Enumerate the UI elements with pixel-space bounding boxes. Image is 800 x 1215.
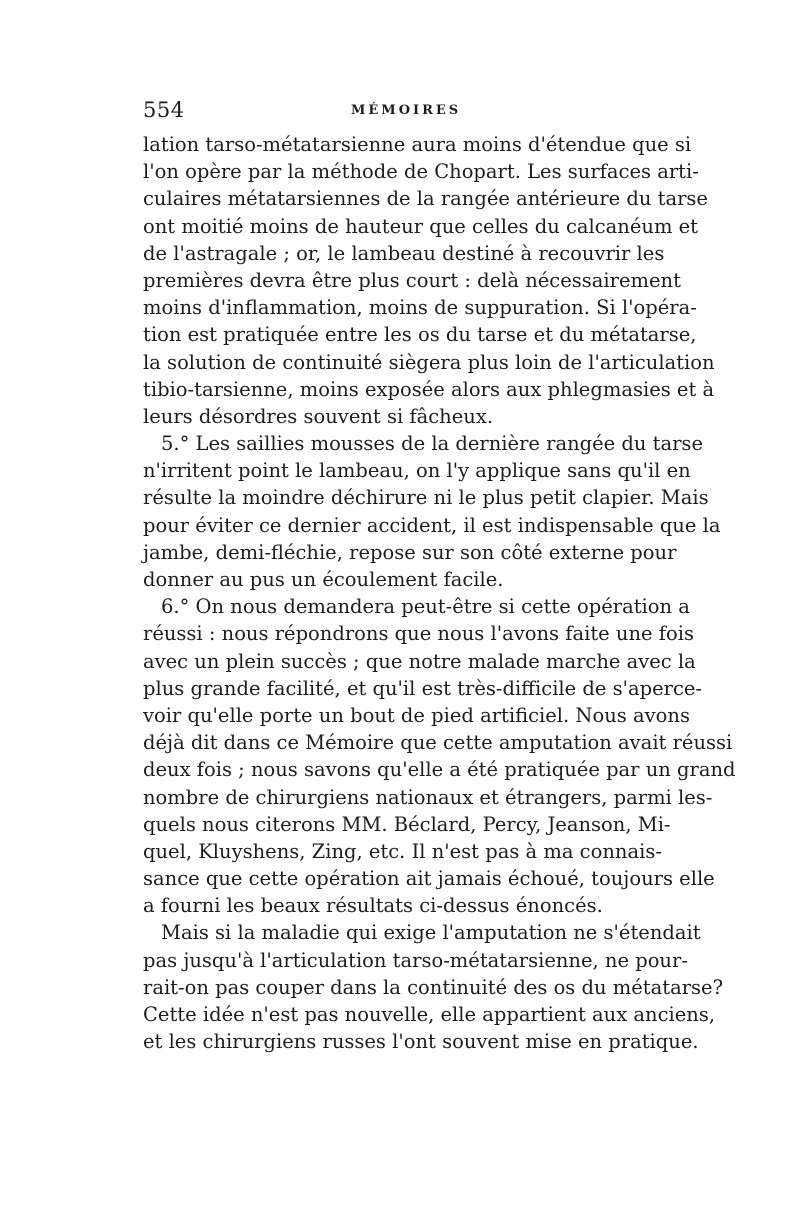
text-line: moins d'inflammation, moins de suppuration. Si l'opéra- bbox=[143, 296, 697, 320]
page-number: 554 bbox=[143, 98, 185, 122]
text-line: 5.° Les saillies mousses de la dernière rangée du tarse bbox=[161, 432, 703, 456]
text-line: voir qu'elle porte un bout de pied artificiel. Nous avons bbox=[143, 703, 690, 727]
text-line: Mais si la maladie qui exige l'amputation ne s'étendait bbox=[161, 921, 701, 945]
text-line: avec un plein succès ; que notre malade marche avec la bbox=[143, 649, 696, 673]
text-line: n'irritent point le lambeau, on l'y applique sans qu'il en bbox=[143, 459, 691, 483]
text-line: a fourni les beaux résultats ci-dessus énoncés. bbox=[143, 894, 603, 918]
text-line: nombre de chirurgiens nationaux et étrangers, parmi les- bbox=[143, 785, 713, 809]
running-head: MÉMOIRES bbox=[351, 103, 462, 118]
text-line: la solution de continuité siègera plus loin de l'articulation bbox=[143, 350, 715, 374]
text-line: premières devra être plus court : delà nécessairement bbox=[143, 268, 681, 292]
text-line: rait-on pas couper dans la continuité des os du métatarse? bbox=[143, 975, 724, 999]
text-line: sance que cette opération ait jamais échoué, toujours elle bbox=[143, 867, 715, 891]
text-line: quel, Kluyshens, Zing, etc. Il n'est pas à ma connais- bbox=[143, 839, 662, 863]
text-line: Cette idée n'est pas nouvelle, elle appartient aux anciens, bbox=[143, 1003, 716, 1026]
text-line: lation tarso-métatarsienne aura moins d'étendue que si bbox=[143, 133, 692, 156]
text-line: tibio-tarsienne, moins exposée alors aux phlegmasies et à bbox=[143, 377, 715, 401]
page-header bbox=[143, 98, 663, 124]
text-line: réussi : nous répondrons que nous l'avons faite une fois bbox=[143, 622, 694, 646]
text-line: culaires métatarsiennes de la rangée antérieure du tarse bbox=[143, 187, 708, 211]
text-line: l'on opère par la méthode de Chopart. Les surfaces arti- bbox=[143, 160, 699, 184]
text-line: plus grande facilité, et qu'il est très-difficile de s'aperce- bbox=[143, 676, 703, 700]
text-line: déjà dit dans ce Mémoire que cette amputation avait réussi bbox=[143, 731, 733, 755]
text-line: et les chirurgiens russes l'ont souvent mise en pratique. bbox=[143, 1030, 699, 1054]
text-line: leurs désordres souvent si fâcheux. bbox=[143, 404, 494, 428]
text-line: 6.° On nous demandera peut-être si cette opération a bbox=[161, 595, 690, 619]
text-line: deux fois ; nous savons qu'elle a été pratiquée par un grand bbox=[143, 758, 736, 782]
text-line: donner au pus un écoulement facile. bbox=[143, 568, 504, 591]
text-line: ont moitié moins de hauteur que celles du calcanéum et bbox=[143, 214, 699, 238]
text-line: quels nous citerons MM. Béclard, Percy, Jeanson, Mi- bbox=[143, 812, 671, 836]
text-line: de l'astragale ; or, le lambeau destiné à recouvrir les bbox=[143, 241, 665, 265]
body-text bbox=[143, 131, 736, 1055]
text-line: résulte la moindre déchirure ni le plus petit clapier. Mais bbox=[143, 486, 709, 510]
text-line: pour éviter ce dernier accident, il est indispensable que la bbox=[143, 513, 721, 537]
text-line: jambe, demi-fléchie, repose sur son côté externe pour bbox=[143, 540, 677, 564]
text-line: pas jusqu'à l'articulation tarso-métatarsienne, ne pour- bbox=[143, 948, 688, 972]
text-line: tion est pratiquée entre les os du tarse et du métatarse, bbox=[143, 323, 697, 347]
